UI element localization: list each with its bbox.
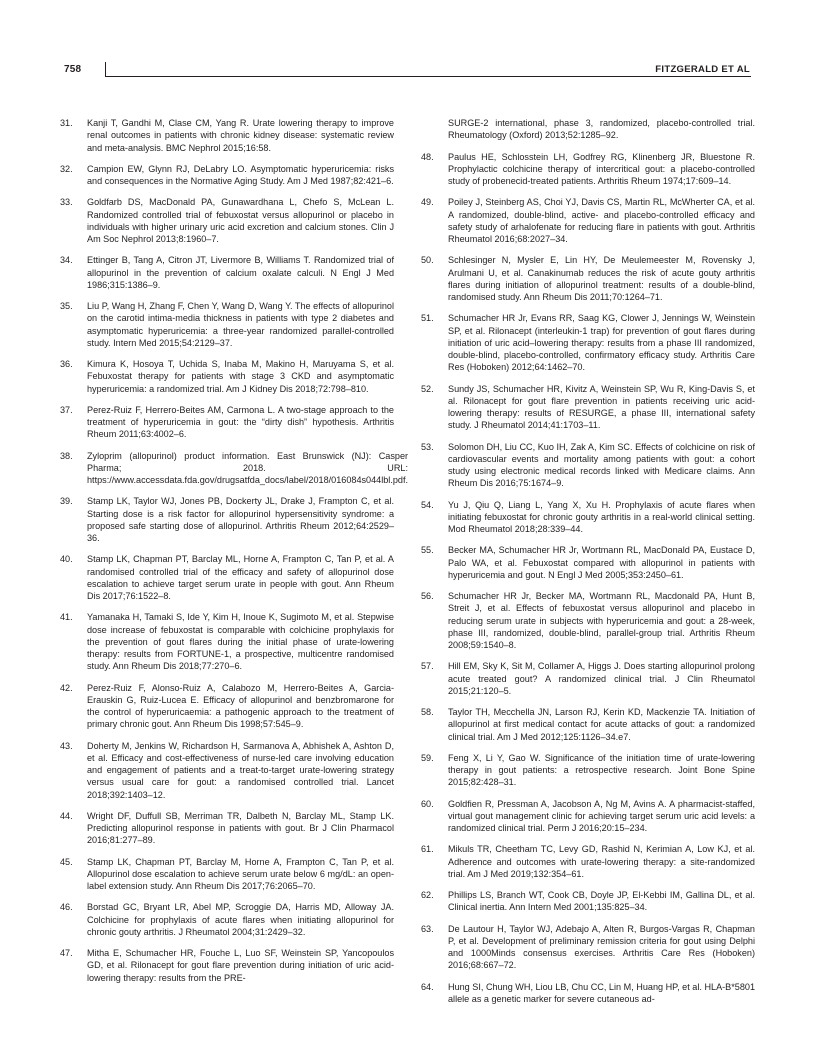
reference-text: Sundy JS, Schumacher HR, Kivitz A, Weinstein SP, Wu R, King-Davis S, et al. Rilonacept for gout flare prevention in patients receiving uric acid-lowering therapy: results of RESURGE, a phase III, international safety study. J Rheumatol 2014;41:1703–11. xyxy=(448,383,755,431)
reference-item xyxy=(421,660,755,697)
header-divider xyxy=(105,62,106,76)
reference-item xyxy=(60,254,394,291)
right-column xyxy=(421,117,755,1014)
reference-number: 64. xyxy=(421,981,434,992)
reference-item xyxy=(421,544,755,581)
reference-number: 59. xyxy=(421,752,434,763)
reference-number: 45. xyxy=(60,856,73,867)
reference-number: 38. xyxy=(60,450,73,461)
reference-number: 32. xyxy=(60,163,73,174)
header-rule xyxy=(105,76,751,77)
reference-text: Goldfien R, Pressman A, Jacobson A, Ng M, Avins A. A pharmacist-staffed, virtual gout management clinic for achieving target serum uric acid levels: a randomized clinical trial. Perm J 2016;20:15–234. xyxy=(448,798,755,833)
reference-item xyxy=(60,495,394,544)
reference-text: Kimura K, Hosoya T, Uchida S, Inaba M, Makino H, Maruyama S, et al. Febuxostat therapy for patients with stage 3 CKD and asymptomatic hyperuricemia: a randomized trial. Am J Kidney Dis 2018;72:798–810. xyxy=(87,359,394,394)
reference-text: Borstad GC, Bryant LR, Abel MP, Scroggie DA, Harris MD, Alloway JA. Colchicine for prophylaxis of acute flares when initiating allopurinol for chronic gouty arthritis. J Rheumatol 2004;31:2429–32. xyxy=(87,902,394,937)
reference-number: 51. xyxy=(421,313,434,324)
reference-text: Hill EM, Sky K, Sit M, Collamer A, Higgs J. Does starting allopurinol prolong acute treated gout? A randomized clinical trial. J Clin Rheumatol 2015;21:120–5. xyxy=(448,661,755,696)
reference-text: Kanji T, Gandhi M, Clase CM, Yang R. Urate lowering therapy to improve renal outcomes in patients with chronic kidney disease: systematic review and meta-analysis. BMC Nephrol 2015;16:58. xyxy=(87,118,394,153)
reference-number: 46. xyxy=(60,902,73,913)
reference-item xyxy=(421,752,755,789)
reference-text: Schumacher HR Jr, Becker MA, Wortmann RL, Macdonald PA, Hunt B, Streit J, et al. Effects of febuxostat versus allopurinol and placebo in reducing serum urate in subjects with hyperuricemia and gout: a 28-week, phase III, randomized, double-blind, parallel-group trial. Arthritis Rheum 2008;59:1540–8. xyxy=(448,591,755,650)
reference-number: 58. xyxy=(421,707,434,717)
reference-item xyxy=(60,358,394,395)
reference-item xyxy=(60,553,394,602)
reference-text: Stamp LK, Taylor WJ, Jones PB, Dockerty JL, Drake J, Frampton C, et al. Starting dose is a risk factor for allopurinol hypersensitivity syndrome: a proposed safe starting dose of allopurinol. Arthritis Rheum 2012;64:2529–36. xyxy=(87,496,394,543)
reference-text: Schlesinger N, Mysler E, Lin HY, De Meulemeester M, Rovensky J, Arulmani U, et al. Canakinumab reduces the risk of acute gouty arthritis flares during initiation of allopurinol treatment: results of a double-blind, randomised study. Ann Rheum Dis 2011;70:1264–71. xyxy=(448,255,755,302)
reference-item xyxy=(421,254,755,303)
reference-item xyxy=(421,312,755,373)
reference-text: Zyloprim (allopurinol) product information. East Brunswick (NJ): Casper Pharma; 2018. URL: https://www.accessdata.fda.gov/drugsatfda_docs/label/2018/016084s044lbl.pdf. xyxy=(87,450,409,485)
reference-text: Phillips LS, Branch WT, Cook CB, Doyle JP, El-Kebbi IM, Gallina DL, et al. Clinical inertia. Ann Intern Med 2001;135:825–34. xyxy=(448,890,755,913)
reference-text: Schumacher HR Jr, Evans RR, Saag KG, Clower J, Jennings W, Weinstein SP, et al. Rilonacept (interleukin-1 trap) for prevention of gout flares during initiation of uric acid–lowering therapy: results from a phase III randomized, double-blind, placebo-controlled, confirmatory efficacy study. Arthritis Care Res (Hoboken) 2012;64:1462–70. xyxy=(448,313,755,373)
reference-item xyxy=(60,196,394,245)
reference-number: 39. xyxy=(60,496,73,507)
reference-text: Wright DF, Duffull SB, Merriman TR, Dalbeth N, Barclay ML, Stamp LK. Predicting allopurinol response in patients with gout. Br J Clin Pharmacol 2016;81:277–89. xyxy=(87,810,394,846)
reference-number: 61. xyxy=(421,844,434,855)
reference-item xyxy=(421,441,755,490)
reference-item xyxy=(60,901,394,938)
reference-text: Mitha E, Schumacher HR, Fouche L, Luo SF, Weinstein SP, Yancopoulos GD, et al. Rilonacept for gout flare prevention during initiation of uric acid-lowering therapy: results from the PRE- xyxy=(87,948,394,983)
reference-number: 53. xyxy=(421,441,434,452)
reference-item xyxy=(60,947,394,984)
reference-text: Stamp LK, Chapman PT, Barclay ML, Horne A, Frampton C, Tan P, et al. A randomised controlled trial of the efficacy and safety of allopurinol dose escalation to achieve target serum urate in people with gout. Ann Rheum Dis 2017;76:1522–8. xyxy=(87,554,394,601)
reference-text: Campion EW, Glynn RJ, DeLabry LO. Asymptomatic hyperuricemia: risks and consequences in the Normative Aging Study. Am J Med 1987;82:421–6. xyxy=(87,163,394,186)
reference-text: Liu P, Wang H, Zhang F, Chen Y, Wang D, Wang Y. The effects of allopurinol on the carotid intima-media thickness in patients with type 2 diabetes and asymptomatic hyperuricemia: a three-year randomized parallel-controlled study. Intern Med 2015;54:2129–37. xyxy=(87,301,394,348)
reference-number: 31. xyxy=(60,118,73,128)
reference-number: 57. xyxy=(421,661,434,672)
reference-item xyxy=(60,682,394,731)
reference-number: 48. xyxy=(421,151,434,162)
reference-text: Goldfarb DS, MacDonald PA, Gunawardhana L, Chefo S, McLean L. Randomized controlled trial of febuxostat versus allopurinol or placebo in individuals with higher urinary uric acid excretion and calcium stones. Clin J Am Soc Nephrol 2013;8:1960–7. xyxy=(87,197,394,244)
page-number: 758 xyxy=(64,64,82,75)
reference-text: Yamanaka H, Tamaki S, Ide Y, Kim H, Inoue K, Sugimoto M, et al. Stepwise dose increase of febuxostat is comparable with colchicine prophylaxis for the prevention of gout flares during the initial phase of urate-lowering therapy: results from FORTUNE-1, a prospective, multicentre randomised study. Ann Rheum Dis 2018;77:270–6. xyxy=(87,612,394,672)
reference-text: Perez-Ruiz F, Alonso-Ruiz A, Calabozo M, Herrero-Beites A, Garcia-Erauskin G, Ruiz-Lucea E. Efficacy of allopurinol and benzbromarone for the control of hyperuricaemia: a pathogenic approach to the treatment of primary chronic gout. Ann Rheum Dis 1998;57:545–9. xyxy=(87,682,394,730)
reference-number: 36. xyxy=(60,359,73,369)
reference-text: Yu J, Qiu Q, Liang L, Yang X, Xu H. Prophylaxis of acute flares when initiating febuxostat for chronic gouty arthritis in a real-world clinical setting. Mod Rheumatol 2018;28:339–44. xyxy=(448,499,755,534)
reference-item xyxy=(60,856,394,893)
reference-item xyxy=(60,163,394,188)
reference-number: 43. xyxy=(60,740,73,751)
reference-number: 35. xyxy=(60,301,73,311)
reference-item xyxy=(421,923,755,972)
reference-number: 55. xyxy=(421,545,434,556)
reference-item xyxy=(421,798,755,835)
reference-text: Feng X, Li Y, Gao W. Significance of the initiation time of urate-lowering therapy in gout patients: a retrospective research. Joint Bone Spine 2015;82:428–31. xyxy=(448,752,755,788)
reference-number: 60. xyxy=(421,798,434,809)
reference-item xyxy=(60,611,394,672)
reference-item xyxy=(421,706,755,743)
reference-text: Becker MA, Schumacher HR Jr, Wortmann RL, MacDonald PA, Eustace D, Palo WA, et al. Febuxostat compared with allopurinol in patients with hyperuricemia and gout. N Engl J Med 2005;353:2450–61. xyxy=(448,545,755,580)
reference-number: 44. xyxy=(60,810,73,821)
reference-text: Taylor TH, Mecchella JN, Larson RJ, Kerin KD, Mackenzie TA. Initiation of allopurinol at first medical contact for acute attacks of gout: a randomized clinical trial. Am J Med 2012;125:1126–34.e7. xyxy=(448,707,755,742)
reference-item xyxy=(60,450,409,487)
reference-number: 37. xyxy=(60,404,73,415)
reference-item xyxy=(421,151,755,188)
reference-text: Stamp LK, Chapman PT, Barclay M, Horne A, Frampton C, Tan P, et al. Allopurinol dose escalation to achieve serum urate below 6 mg/dL: an open-label extension study. Ann Rheum Dis 2017;76:2065–70. xyxy=(87,856,394,891)
reference-number: 54. xyxy=(421,499,434,510)
reference-text: Hung SI, Chung WH, Liou LB, Chu CC, Lin M, Huang HP, et al. HLA-B*5801 allele as a genetic marker for severe cutaneous ad- xyxy=(448,981,755,1004)
reference-item xyxy=(421,499,755,536)
reference-text: Paulus HE, Schlosstein LH, Godfrey RG, Klinenberg JR, Bluestone R. Prophylactic colchicine therapy of intercritical gout: a placebo-controlled study of probenecid-treated patients. Arthritis Rheum 1974;17:609–14. xyxy=(448,151,755,186)
reference-number: 56. xyxy=(421,591,434,601)
running-head-author: FITZGERALD ET AL xyxy=(655,64,750,75)
reference-text: Doherty M, Jenkins W, Richardson H, Sarmanova A, Abhishek A, Ashton D, et al. Efficacy and cost-effectiveness of nurse-led care involving education and engagement of patients and a treat-to-target urate-lowering strategy versus usual care for gout: a randomised controlled trial. Lancet 2018;392:1403–12. xyxy=(87,740,394,800)
reference-text: Poiley J, Steinberg AS, Choi YJ, Davis CS, Martin RL, McWherter CA, et al. A randomized, double-blind, active- and placebo-controlled efficacy and safety study of arhalofenate for reducing flare in patients with gout. Arthritis Rheumatol 2016;68:2027–34. xyxy=(448,197,755,244)
reference-text: Perez-Ruiz F, Herrero-Beites AM, Carmona L. A two-stage approach to the treatment of hyperuricemia in gout: the “dirty dish” hypothesis. Arthritis Rheum 2011;63:4002–6. xyxy=(87,404,394,440)
reference-number: 52. xyxy=(421,383,434,394)
reference-item xyxy=(60,300,394,349)
reference-number: 49. xyxy=(421,197,434,208)
reference-number: 63. xyxy=(421,923,434,934)
reference-number: 33. xyxy=(60,197,73,208)
reference-text: Solomon DH, Liu CC, Kuo IH, Zak A, Kim SC. Effects of colchicine on risk of cardiovascular events and mortality among patients with gout: a cohort study using electronic medical records linked with Medicare claims. Ann Rheum Dis 2016;75:1674–9. xyxy=(448,441,755,489)
reference-item xyxy=(421,383,755,432)
reference-number: 41. xyxy=(60,612,73,623)
left-column xyxy=(60,117,409,993)
reference-item xyxy=(421,196,755,245)
reference-number: 34. xyxy=(60,255,73,266)
reference-number: 40. xyxy=(60,554,73,565)
reference-item xyxy=(60,810,394,847)
reference-number: 47. xyxy=(60,948,73,958)
reference-text: Ettinger B, Tang A, Citron JT, Livermore B, Williams T. Randomized trial of allopurinol in the prevention of calcium oxalate calculi. N Engl J Med 1986;315:1386–9. xyxy=(87,255,394,290)
reference-item xyxy=(421,843,755,880)
reference-item xyxy=(60,740,394,801)
reference-item xyxy=(421,981,755,1006)
reference-item xyxy=(60,404,394,441)
reference-continuation xyxy=(421,117,755,142)
reference-text: De Lautour H, Taylor WJ, Adebajo A, Alten R, Burgos-Vargas R, Chapman P, et al. Development of preliminary remission criteria for gout using Delphi and 1000Minds consensus exercises. Arthritis Care Res (Hoboken) 2016;68:667–72. xyxy=(448,923,755,971)
reference-text: SURGE-2 international, phase 3, randomized, placebo-controlled trial. Rheumatology (Oxford) 2013;52:1285–92. xyxy=(448,118,755,141)
reference-number: 50. xyxy=(421,255,434,266)
reference-item xyxy=(421,590,755,651)
reference-item xyxy=(421,889,755,914)
reference-number: 62. xyxy=(421,890,434,900)
reference-number: 42. xyxy=(60,682,73,693)
reference-text: Mikuls TR, Cheetham TC, Levy GD, Rashid N, Kerimian A, Low KJ, et al. Adherence and outcomes with urate-lowering therapy: a site-randomized trial. Am J Med 2019;132:354–61. xyxy=(448,844,755,879)
reference-item xyxy=(60,117,394,154)
